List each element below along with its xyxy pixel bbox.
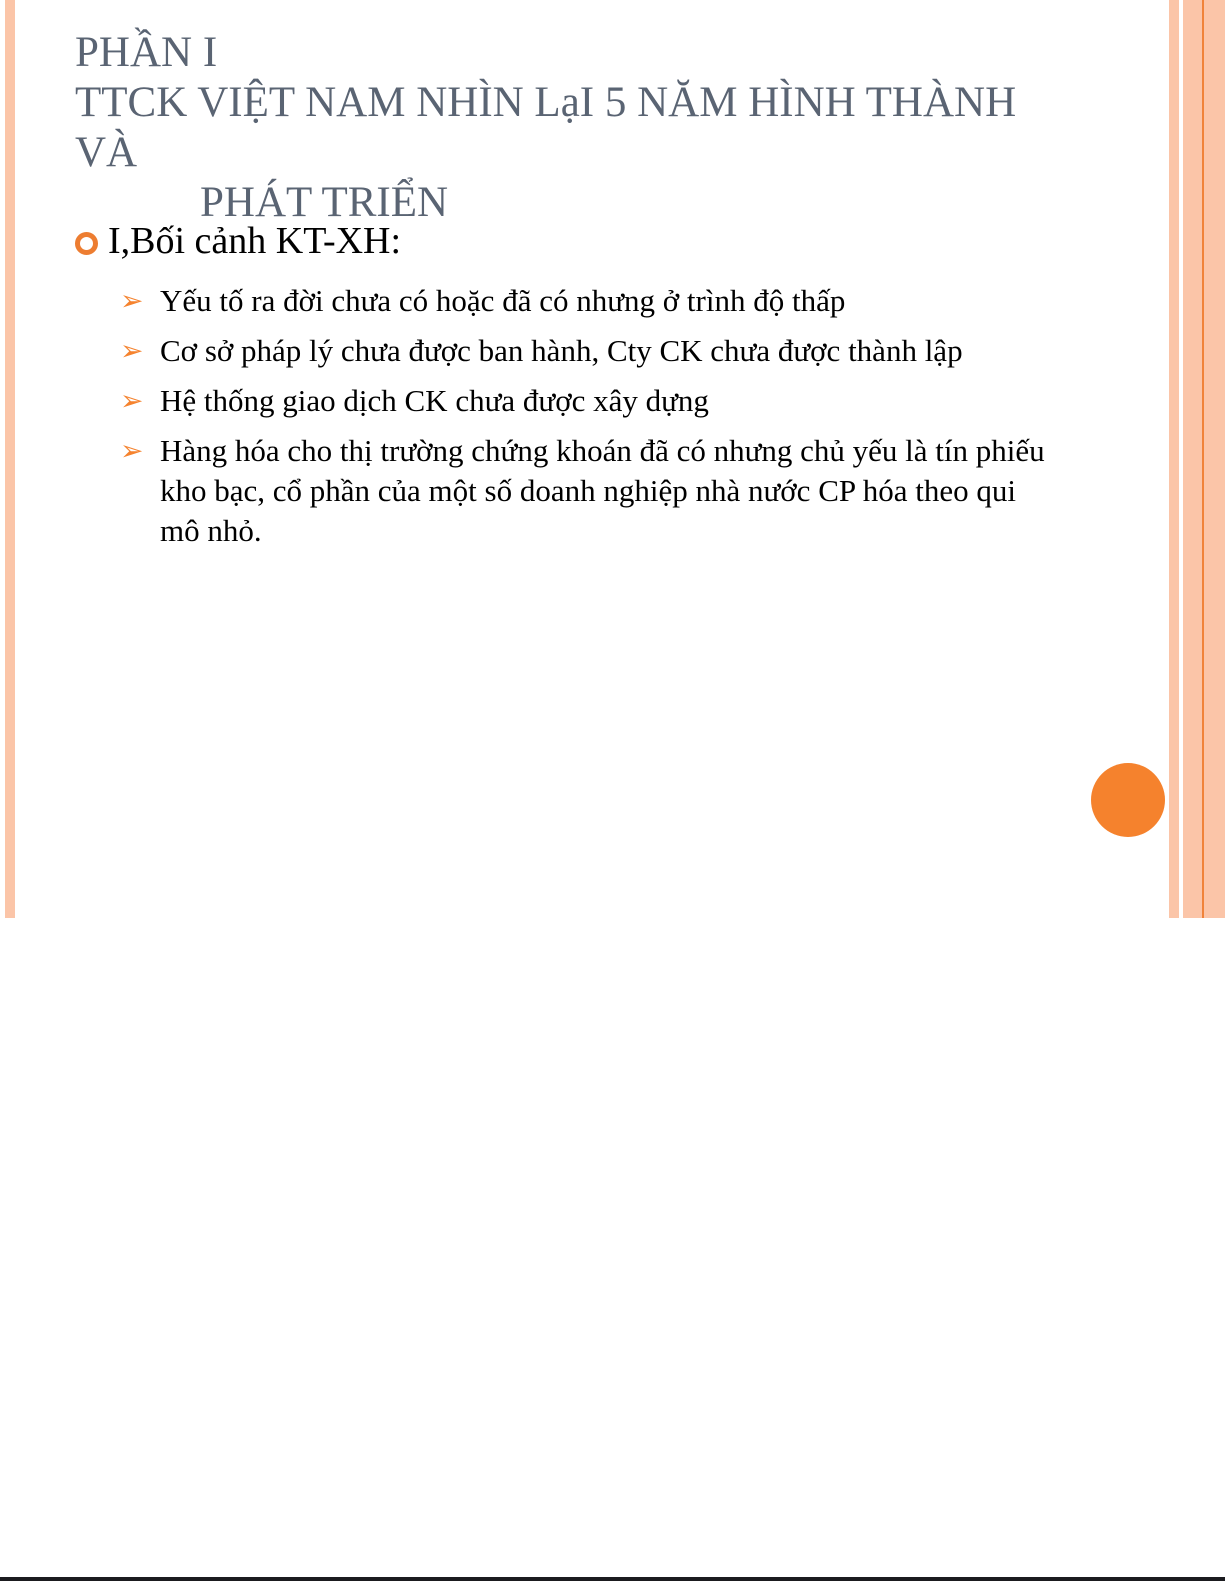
slide-title-line2: TTCK VIỆT NAM NHÌN LạI 5 NĂM HÌNH THÀNH VÀ <box>75 79 1017 176</box>
arrow-bullet-icon: ➢ <box>120 434 144 467</box>
section-heading: I,Bối cảnh KT-XH: <box>108 220 402 262</box>
slide-title-line3: PHÁT TRIỂN <box>200 179 449 226</box>
arrow-bullet-icon: ➢ <box>120 334 144 367</box>
bottom-border-line <box>0 1577 1225 1581</box>
right-edge-accent-line <box>1202 0 1204 918</box>
list-item <box>120 331 1075 371</box>
slide-title <box>75 28 1085 228</box>
arrow-bullet-icon: ➢ <box>120 384 144 417</box>
list-item <box>120 281 1075 321</box>
bullet-text: Hệ thống giao dịch CK chưa được xây dựng <box>160 383 709 418</box>
arrow-bullet-icon: ➢ <box>120 284 144 317</box>
right-edge-stripe-wide <box>1183 0 1225 918</box>
left-edge-stripe <box>5 0 15 918</box>
bullet-text: Hàng hóa cho thị trường chứng khoán đã có nhưng chủ yếu là tín phiếu kho bạc, cổ phần của một số doanh nghiệp nhà nước CP hóa theo qui mô nhỏ. <box>160 433 1045 548</box>
bullet-text: Yếu tố ra đời chưa có hoặc đã có nhưng ở trình độ thấp <box>160 283 846 318</box>
section-heading-row <box>75 218 1075 264</box>
list-item <box>120 381 1075 421</box>
slide-title-line1: PHẦN I <box>75 29 218 76</box>
slide-body <box>75 218 1075 561</box>
right-edge-stripe-narrow <box>1169 0 1179 918</box>
bullet-text: Cơ sở pháp lý chưa được ban hành, Cty CK chưa được thành lập <box>160 333 963 368</box>
list-item <box>120 431 1075 551</box>
decorative-orange-circle <box>1091 763 1165 837</box>
ring-bullet-icon <box>75 232 98 255</box>
bullet-list <box>75 281 1075 551</box>
